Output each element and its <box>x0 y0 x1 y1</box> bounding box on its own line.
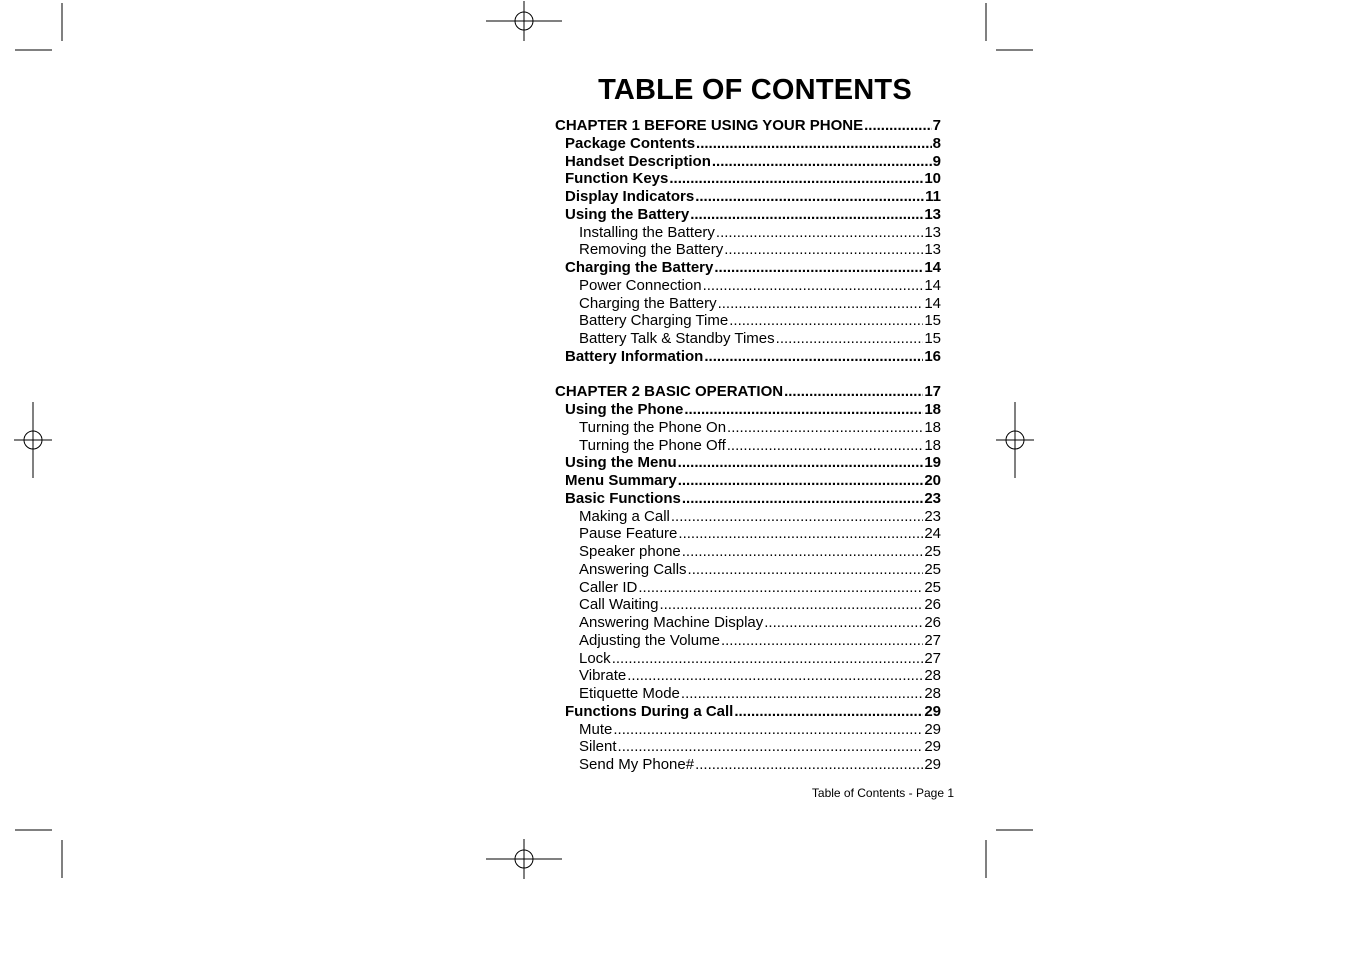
dot-leader <box>712 153 932 171</box>
entry-label: Installing the Battery <box>579 223 715 241</box>
toc-subsection-entry <box>555 508 941 526</box>
entry-page-number: 24 <box>924 525 941 543</box>
entry-page-number: 25 <box>924 560 941 578</box>
dot-leader <box>627 667 923 685</box>
entry-label: Lock <box>579 649 611 667</box>
dot-leader <box>696 135 932 153</box>
dot-leader <box>678 525 923 543</box>
toc-section-entry <box>555 454 941 472</box>
entry-label: Basic Functions <box>565 489 681 507</box>
entry-label: Vibrate <box>579 667 627 685</box>
entry-page-number: 8 <box>932 134 941 152</box>
toc-subsection-entry <box>555 596 941 614</box>
dot-leader <box>718 295 924 313</box>
toc-subsection-entry <box>555 543 941 561</box>
entry-label: Turning the Phone On <box>579 418 727 436</box>
entry-label: Handset Description <box>565 152 711 170</box>
entry-label: Package Contents <box>565 134 696 152</box>
dot-leader <box>695 756 923 774</box>
dot-leader <box>682 490 923 508</box>
entry-page-number: 17 <box>924 383 941 401</box>
toc-subsection-entry <box>555 312 941 330</box>
entry-label: Battery Charging Time <box>579 312 729 330</box>
entry-page-number: 19 <box>924 454 941 472</box>
entry-label: Call Waiting <box>579 596 659 614</box>
entry-page-number: 27 <box>924 631 941 649</box>
toc-subsection-entry <box>555 241 941 259</box>
entry-page-number: 27 <box>924 649 941 667</box>
entry-page-number: 28 <box>924 667 941 685</box>
entry-page-number: 18 <box>924 436 941 454</box>
entry-label: Etiquette Mode <box>579 685 680 702</box>
dot-leader <box>776 330 924 348</box>
table-of-contents <box>555 117 941 774</box>
toc-subsection-entry <box>555 756 941 774</box>
toc-subsection-entry <box>555 721 941 739</box>
entry-label: Charging the Battery <box>565 259 714 276</box>
toc-subsection-entry <box>555 614 941 632</box>
dot-leader <box>695 188 924 206</box>
entry-page-number: 14 <box>924 294 941 312</box>
toc-section-entry <box>555 490 941 508</box>
toc-subsection-entry <box>555 525 941 543</box>
entry-label: Speaker phone <box>579 543 681 560</box>
entry-label: Battery Talk & Standby Times <box>579 330 775 347</box>
entry-label: Pause Feature <box>579 525 678 543</box>
toc-subsection-entry <box>555 295 941 313</box>
entry-label: Answering Calls <box>579 560 687 578</box>
entry-page-number: 26 <box>924 596 941 614</box>
dot-leader <box>729 312 923 330</box>
dot-leader <box>688 561 924 579</box>
entry-page-number: 18 <box>924 418 941 436</box>
entry-label: Menu Summary <box>565 472 677 489</box>
entry-label: Using the Battery <box>565 205 690 223</box>
entry-label: Caller ID <box>579 578 638 596</box>
entry-label: CHAPTER 2 BASIC OPERATION <box>555 383 784 401</box>
entry-label: Power Connection <box>579 276 702 294</box>
entry-page-number: 29 <box>924 756 941 773</box>
entry-label: Answering Machine Display <box>579 614 764 631</box>
entry-page-number: 14 <box>924 259 941 276</box>
toc-subsection-entry <box>555 330 941 348</box>
dot-leader <box>678 454 924 472</box>
toc-section-entry <box>555 259 941 277</box>
entry-label: Adjusting the Volume <box>579 631 720 649</box>
entry-label: Battery Information <box>565 347 704 365</box>
dot-leader <box>618 738 924 756</box>
toc-section-entry <box>555 135 941 153</box>
entry-page-number: 15 <box>924 312 941 330</box>
toc-subsection-entry <box>555 650 941 668</box>
toc-subsection-entry <box>555 685 941 703</box>
toc-subsection-entry <box>555 667 941 685</box>
dot-leader <box>727 419 923 437</box>
dot-leader <box>671 508 923 526</box>
entry-page-number: 15 <box>924 330 941 347</box>
entry-page-number: 16 <box>924 347 941 365</box>
entry-label: Using the Phone <box>565 401 684 418</box>
entry-label: Turning the Phone Off <box>579 436 726 454</box>
entry-label: Mute <box>579 720 613 738</box>
toc-subsection-entry <box>555 738 941 756</box>
entry-page-number: 18 <box>924 401 941 418</box>
toc-section-entry <box>555 401 941 419</box>
entry-page-number: 28 <box>924 685 941 702</box>
toc-subsection-entry <box>555 632 941 650</box>
chapter-1-section <box>555 117 941 366</box>
chapter-2-section <box>555 383 941 774</box>
dot-leader <box>727 437 924 455</box>
entry-page-number: 7 <box>932 117 941 134</box>
toc-subsection-entry <box>555 224 941 242</box>
entry-label: Using the Menu <box>565 454 677 472</box>
entry-label: Send My Phone# <box>579 756 695 773</box>
dot-leader <box>704 348 923 366</box>
dot-leader <box>716 224 923 242</box>
page-title: TABLE OF CONTENTS <box>598 74 912 106</box>
dot-leader <box>669 170 923 188</box>
entry-page-number: 20 <box>924 472 941 489</box>
entry-page-number: 29 <box>924 738 941 756</box>
dot-leader <box>684 401 923 419</box>
entry-label: CHAPTER 1 BEFORE USING YOUR PHONE <box>555 117 864 134</box>
toc-section-entry <box>555 153 941 171</box>
entry-page-number: 25 <box>924 543 941 560</box>
entry-label: Functions During a Call <box>565 702 734 720</box>
dot-leader <box>721 632 923 650</box>
entry-page-number: 13 <box>924 223 941 241</box>
entry-page-number: 29 <box>924 702 941 720</box>
toc-subsection-entry <box>555 419 941 437</box>
entry-label: Display Indicators <box>565 188 695 205</box>
dot-leader <box>678 472 924 490</box>
entry-page-number: 11 <box>925 188 941 205</box>
toc-subsection-entry <box>555 437 941 455</box>
entry-page-number: 26 <box>924 614 941 631</box>
entry-page-number: 29 <box>924 720 941 738</box>
toc-section-entry <box>555 188 941 206</box>
dot-leader <box>638 579 923 597</box>
dot-leader <box>734 703 923 721</box>
toc-section-entry <box>555 472 941 490</box>
chapter-heading <box>555 383 941 401</box>
entry-page-number: 10 <box>924 170 941 188</box>
dot-leader <box>613 721 923 739</box>
entry-page-number: 9 <box>932 152 941 170</box>
entry-page-number: 14 <box>924 276 941 294</box>
toc-subsection-entry <box>555 579 941 597</box>
entry-page-number: 13 <box>924 205 941 223</box>
toc-subsection-entry <box>555 561 941 579</box>
entry-label: Function Keys <box>565 170 669 188</box>
toc-section-entry <box>555 348 941 366</box>
dot-leader <box>764 614 923 632</box>
dot-leader <box>714 259 923 277</box>
entry-page-number: 23 <box>924 507 941 525</box>
dot-leader <box>659 596 923 614</box>
toc-section-entry <box>555 206 941 224</box>
entry-label: Removing the Battery <box>579 241 724 259</box>
entry-page-number: 25 <box>924 578 941 596</box>
dot-leader <box>612 650 924 668</box>
dot-leader <box>681 685 923 703</box>
entry-label: Charging the Battery <box>579 294 717 312</box>
dot-leader <box>724 241 923 259</box>
dot-leader <box>784 383 923 401</box>
chapter-heading <box>555 117 941 135</box>
dot-leader <box>682 543 924 561</box>
toc-subsection-entry <box>555 277 941 295</box>
entry-page-number: 13 <box>924 241 941 259</box>
entry-label: Silent <box>579 738 617 756</box>
toc-section-entry <box>555 170 941 188</box>
toc-section-entry <box>555 703 941 721</box>
dot-leader <box>864 117 932 135</box>
entry-page-number: 23 <box>924 489 941 507</box>
entry-label: Making a Call <box>579 507 670 525</box>
dot-leader <box>703 277 924 295</box>
dot-leader <box>690 206 923 224</box>
section-gap <box>555 366 941 384</box>
page-footer: Table of Contents - Page 1 <box>811 786 954 800</box>
